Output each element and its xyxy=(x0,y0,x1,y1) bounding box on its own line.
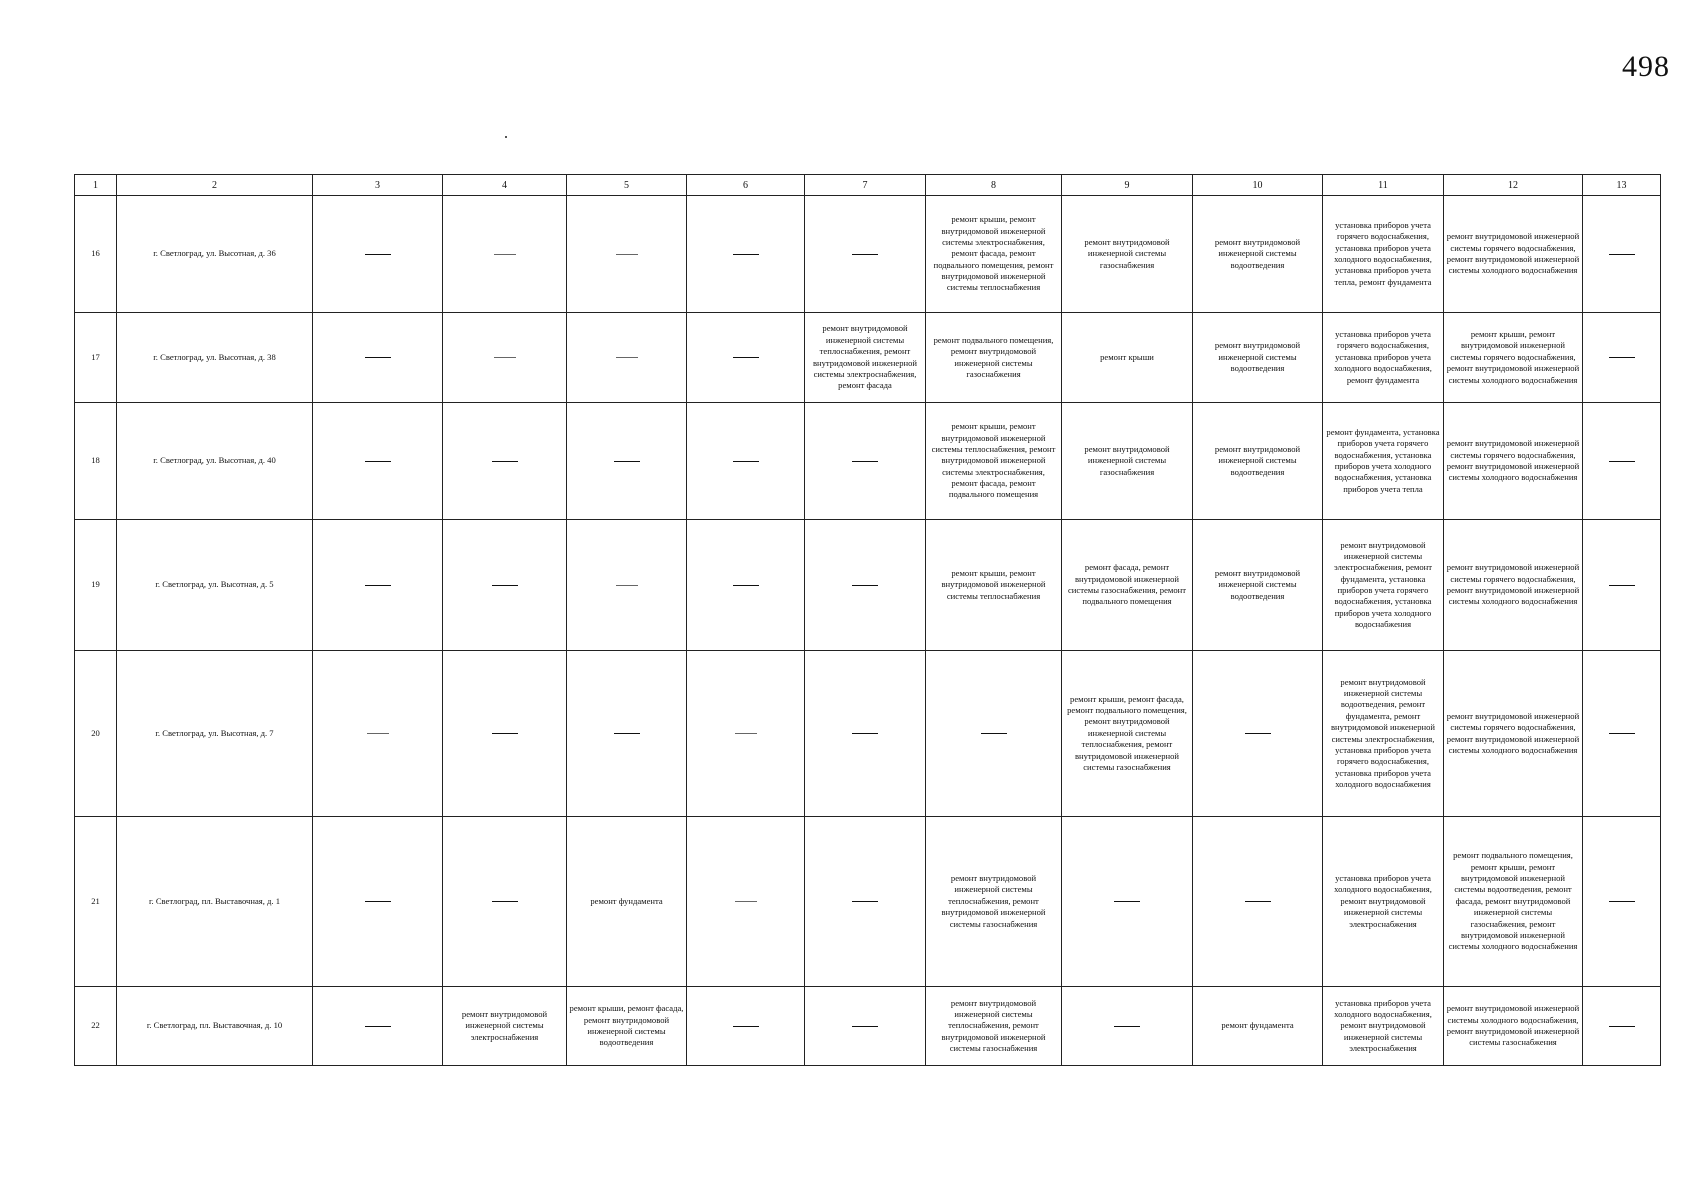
dash-mark xyxy=(492,461,518,462)
work-cell: ремонт фундамента xyxy=(1193,987,1323,1066)
dash-mark xyxy=(1609,901,1635,902)
table-row xyxy=(75,817,1661,987)
dash-mark xyxy=(492,733,518,734)
page-number: 498 xyxy=(1622,50,1670,83)
work-cell: ремонт внутридомовой инженерной системы электроснабжения xyxy=(443,987,567,1066)
work-cell: ремонт внутридомовой инженерной системы горячего водоснабжения, ремонт внутридомовой инженерной системы холодного водоснабжения xyxy=(1444,196,1583,313)
table-row xyxy=(75,520,1661,651)
empty-cell xyxy=(313,313,443,403)
column-header: 1 xyxy=(75,175,117,196)
dash-mark xyxy=(733,461,759,462)
work-cell: ремонт внутридомовой инженерной системы водоотведения xyxy=(1193,520,1323,651)
dash-mark xyxy=(614,461,640,462)
dash-mark xyxy=(735,733,757,734)
empty-cell xyxy=(313,403,443,520)
dash-mark xyxy=(365,901,391,902)
work-cell: ремонт внутридомовой инженерной системы холодного водоснабжения, ремонт внутридомовой инженерной системы газоснабжения xyxy=(1444,987,1583,1066)
row-number: 20 xyxy=(75,651,117,817)
column-header: 8 xyxy=(926,175,1062,196)
work-cell: ремонт подвального помещения, ремонт крыши, ремонт внутридомовой инженерной системы водоотведения, ремонт фасада, ремонт внутридомовой инженерной системы газоснабжения, ремонт внутридомовой инженерной системы холодного водоснабжения xyxy=(1444,817,1583,987)
dash-mark xyxy=(1609,1026,1635,1027)
empty-cell xyxy=(805,817,926,987)
column-header: 5 xyxy=(567,175,687,196)
dash-mark xyxy=(492,585,518,586)
column-header: 7 xyxy=(805,175,926,196)
dash-mark xyxy=(852,254,878,255)
dash-mark xyxy=(1245,901,1271,902)
column-header: 3 xyxy=(313,175,443,196)
dash-mark xyxy=(733,254,759,255)
work-cell: ремонт внутридомовой инженерной системы горячего водоснабжения, ремонт внутридомовой инженерной системы холодного водоснабжения xyxy=(1444,520,1583,651)
empty-cell xyxy=(805,403,926,520)
work-cell: ремонт крыши, ремонт фасада, ремонт внутридомовой инженерной системы водоотведения xyxy=(567,987,687,1066)
dash-mark xyxy=(735,901,757,902)
dash-mark xyxy=(365,357,391,358)
column-header: 2 xyxy=(117,175,313,196)
work-cell: ремонт внутридомовой инженерной системы теплоснабжения, ремонт внутридомовой инженерной системы газоснабжения xyxy=(926,817,1062,987)
empty-cell xyxy=(926,651,1062,817)
dash-mark xyxy=(733,357,759,358)
empty-cell xyxy=(1193,817,1323,987)
work-cell: ремонт внутридомовой инженерной системы газоснабжения xyxy=(1062,403,1193,520)
row-number: 22 xyxy=(75,987,117,1066)
dash-mark xyxy=(365,461,391,462)
work-cell: ремонт крыши, ремонт внутридомовой инженерной системы электроснабжения, ремонт фасада, ремонт подвального помещения, ремонт внутридомовой инженерной системы теплоснабжения xyxy=(926,196,1062,313)
dash-mark xyxy=(852,461,878,462)
empty-cell xyxy=(805,196,926,313)
column-header: 12 xyxy=(1444,175,1583,196)
work-cell: ремонт крыши xyxy=(1062,313,1193,403)
empty-cell xyxy=(1583,817,1661,987)
empty-cell xyxy=(313,651,443,817)
empty-cell xyxy=(443,313,567,403)
dash-mark xyxy=(733,585,759,586)
empty-cell xyxy=(805,651,926,817)
empty-cell xyxy=(443,817,567,987)
column-header: 4 xyxy=(443,175,567,196)
empty-cell xyxy=(1583,403,1661,520)
column-number-row xyxy=(75,175,1661,196)
dash-mark xyxy=(365,254,391,255)
dash-mark xyxy=(365,1026,391,1027)
dash-mark xyxy=(616,357,638,358)
dash-mark xyxy=(1114,901,1140,902)
work-cell: ремонт крыши, ремонт внутридомовой инженерной системы теплоснабжения, ремонт внутридомовой инженерной системы электроснабжения, ремонт фасада, ремонт подвального помещения xyxy=(926,403,1062,520)
row-number: 19 xyxy=(75,520,117,651)
dash-mark xyxy=(614,733,640,734)
row-number: 17 xyxy=(75,313,117,403)
dash-mark xyxy=(981,733,1007,734)
row-number: 16 xyxy=(75,196,117,313)
dash-mark xyxy=(852,901,878,902)
dash-mark xyxy=(616,254,638,255)
empty-cell xyxy=(567,196,687,313)
dash-mark xyxy=(365,585,391,586)
work-cell: ремонт фасада, ремонт внутридомовой инженерной системы газоснабжения, ремонт подвального помещения xyxy=(1062,520,1193,651)
dash-mark xyxy=(1609,733,1635,734)
dash-mark xyxy=(852,1026,878,1027)
repair-schedule-table xyxy=(74,174,1661,1066)
work-cell: ремонт внутридомовой инженерной системы теплоснабжения, ремонт внутридомовой инженерной системы электроснабжения, ремонт фасада xyxy=(805,313,926,403)
dash-mark xyxy=(852,733,878,734)
dash-mark xyxy=(616,585,638,586)
work-cell: ремонт внутридомовой инженерной системы теплоснабжения, ремонт внутридомовой инженерной системы газоснабжения xyxy=(926,987,1062,1066)
dash-mark xyxy=(367,733,389,734)
work-cell: ремонт фундамента xyxy=(567,817,687,987)
empty-cell xyxy=(687,313,805,403)
dash-mark xyxy=(494,357,516,358)
empty-cell xyxy=(567,651,687,817)
empty-cell xyxy=(805,987,926,1066)
empty-cell xyxy=(313,987,443,1066)
dash-mark xyxy=(1609,357,1635,358)
empty-cell xyxy=(313,196,443,313)
column-header: 6 xyxy=(687,175,805,196)
table-body xyxy=(75,196,1661,1066)
address-cell: г. Светлоград, ул. Высотная, д. 7 xyxy=(117,651,313,817)
empty-cell xyxy=(687,196,805,313)
work-cell: ремонт внутридомовой инженерной системы горячего водоснабжения, ремонт внутридомовой инженерной системы холодного водоснабжения xyxy=(1444,403,1583,520)
dash-mark xyxy=(1609,461,1635,462)
column-header: 9 xyxy=(1062,175,1193,196)
empty-cell xyxy=(1193,651,1323,817)
work-cell: ремонт внутридомовой инженерной системы водоотведения xyxy=(1193,313,1323,403)
dash-mark xyxy=(733,1026,759,1027)
empty-cell xyxy=(443,196,567,313)
work-cell: ремонт внутридомовой инженерной системы газоснабжения xyxy=(1062,196,1193,313)
empty-cell xyxy=(1583,651,1661,817)
column-header: 10 xyxy=(1193,175,1323,196)
empty-cell xyxy=(567,313,687,403)
empty-cell xyxy=(1583,196,1661,313)
empty-cell xyxy=(1583,313,1661,403)
dash-mark xyxy=(492,901,518,902)
work-cell: ремонт крыши, ремонт фасада, ремонт подвального помещения, ремонт внутридомовой инженерной системы теплоснабжения, ремонт внутридомовой инженерной системы газоснабжения xyxy=(1062,651,1193,817)
work-cell: ремонт крыши, ремонт внутридомовой инженерной системы горячего водоснабжения, ремонт внутридомовой инженерной системы холодного водоснабжения xyxy=(1444,313,1583,403)
table-row xyxy=(75,403,1661,520)
work-cell: ремонт крыши, ремонт внутридомовой инженерной системы теплоснабжения xyxy=(926,520,1062,651)
empty-cell xyxy=(313,520,443,651)
empty-cell xyxy=(567,520,687,651)
address-cell: г. Светлоград, ул. Высотная, д. 5 xyxy=(117,520,313,651)
row-number: 18 xyxy=(75,403,117,520)
address-cell: г. Светлоград, ул. Высотная, д. 36 xyxy=(117,196,313,313)
work-cell: ремонт внутридомовой инженерной системы водоотведения xyxy=(1193,196,1323,313)
work-cell: ремонт фундамента, установка приборов учета горячего водоснабжения, установка приборов учета холодного водоснабжения, установка приборов учета тепла xyxy=(1323,403,1444,520)
work-cell: ремонт внутридомовой инженерной системы горячего водоснабжения, ремонт внутридомовой инженерной системы холодного водоснабжения xyxy=(1444,651,1583,817)
column-header: 13 xyxy=(1583,175,1661,196)
empty-cell xyxy=(443,651,567,817)
address-cell: г. Светлоград, пл. Выставочная, д. 1 xyxy=(117,817,313,987)
empty-cell xyxy=(1583,987,1661,1066)
column-header: 11 xyxy=(1323,175,1444,196)
scan-speck xyxy=(505,136,507,138)
empty-cell xyxy=(443,403,567,520)
empty-cell xyxy=(687,403,805,520)
address-cell: г. Светлоград, ул. Высотная, д. 38 xyxy=(117,313,313,403)
table-row xyxy=(75,196,1661,313)
work-cell: ремонт внутридомовой инженерной системы электроснабжения, ремонт фундамента, установка приборов учета горячего водоснабжения, установка приборов учета холодного водоснабжения xyxy=(1323,520,1444,651)
table-row xyxy=(75,313,1661,403)
empty-cell xyxy=(567,403,687,520)
address-cell: г. Светлоград, пл. Выставочная, д. 10 xyxy=(117,987,313,1066)
empty-cell xyxy=(687,987,805,1066)
work-cell: ремонт внутридомовой инженерной системы водоотведения, ремонт фундамента, ремонт внутридомовой инженерной системы электроснабжения, установка приборов учета горячего водоснабжения, установка приборов учета холодного водоснабжения xyxy=(1323,651,1444,817)
dash-mark xyxy=(1114,1026,1140,1027)
work-cell: установка приборов учета холодного водоснабжения, ремонт внутридомовой инженерной системы электроснабжения xyxy=(1323,987,1444,1066)
empty-cell xyxy=(687,520,805,651)
dash-mark xyxy=(1609,254,1635,255)
empty-cell xyxy=(805,520,926,651)
work-cell: установка приборов учета горячего водоснабжения, установка приборов учета холодного водоснабжения, ремонт фундамента xyxy=(1323,313,1444,403)
empty-cell xyxy=(443,520,567,651)
empty-cell xyxy=(1062,817,1193,987)
row-number: 21 xyxy=(75,817,117,987)
table-row xyxy=(75,651,1661,817)
dash-mark xyxy=(852,585,878,586)
empty-cell xyxy=(687,651,805,817)
work-cell: ремонт внутридомовой инженерной системы водоотведения xyxy=(1193,403,1323,520)
empty-cell xyxy=(1583,520,1661,651)
work-cell: установка приборов учета холодного водоснабжения, ремонт внутридомовой инженерной системы электроснабжения xyxy=(1323,817,1444,987)
empty-cell xyxy=(313,817,443,987)
work-cell: ремонт подвального помещения, ремонт внутридомовой инженерной системы газоснабжения xyxy=(926,313,1062,403)
empty-cell xyxy=(1062,987,1193,1066)
dash-mark xyxy=(494,254,516,255)
empty-cell xyxy=(687,817,805,987)
dash-mark xyxy=(1609,585,1635,586)
address-cell: г. Светлоград, ул. Высотная, д. 40 xyxy=(117,403,313,520)
work-cell: установка приборов учета горячего водоснабжения, установка приборов учета холодного водоснабжения, установка приборов учета тепла, ремонт фундамента xyxy=(1323,196,1444,313)
dash-mark xyxy=(1245,733,1271,734)
table-row xyxy=(75,987,1661,1066)
